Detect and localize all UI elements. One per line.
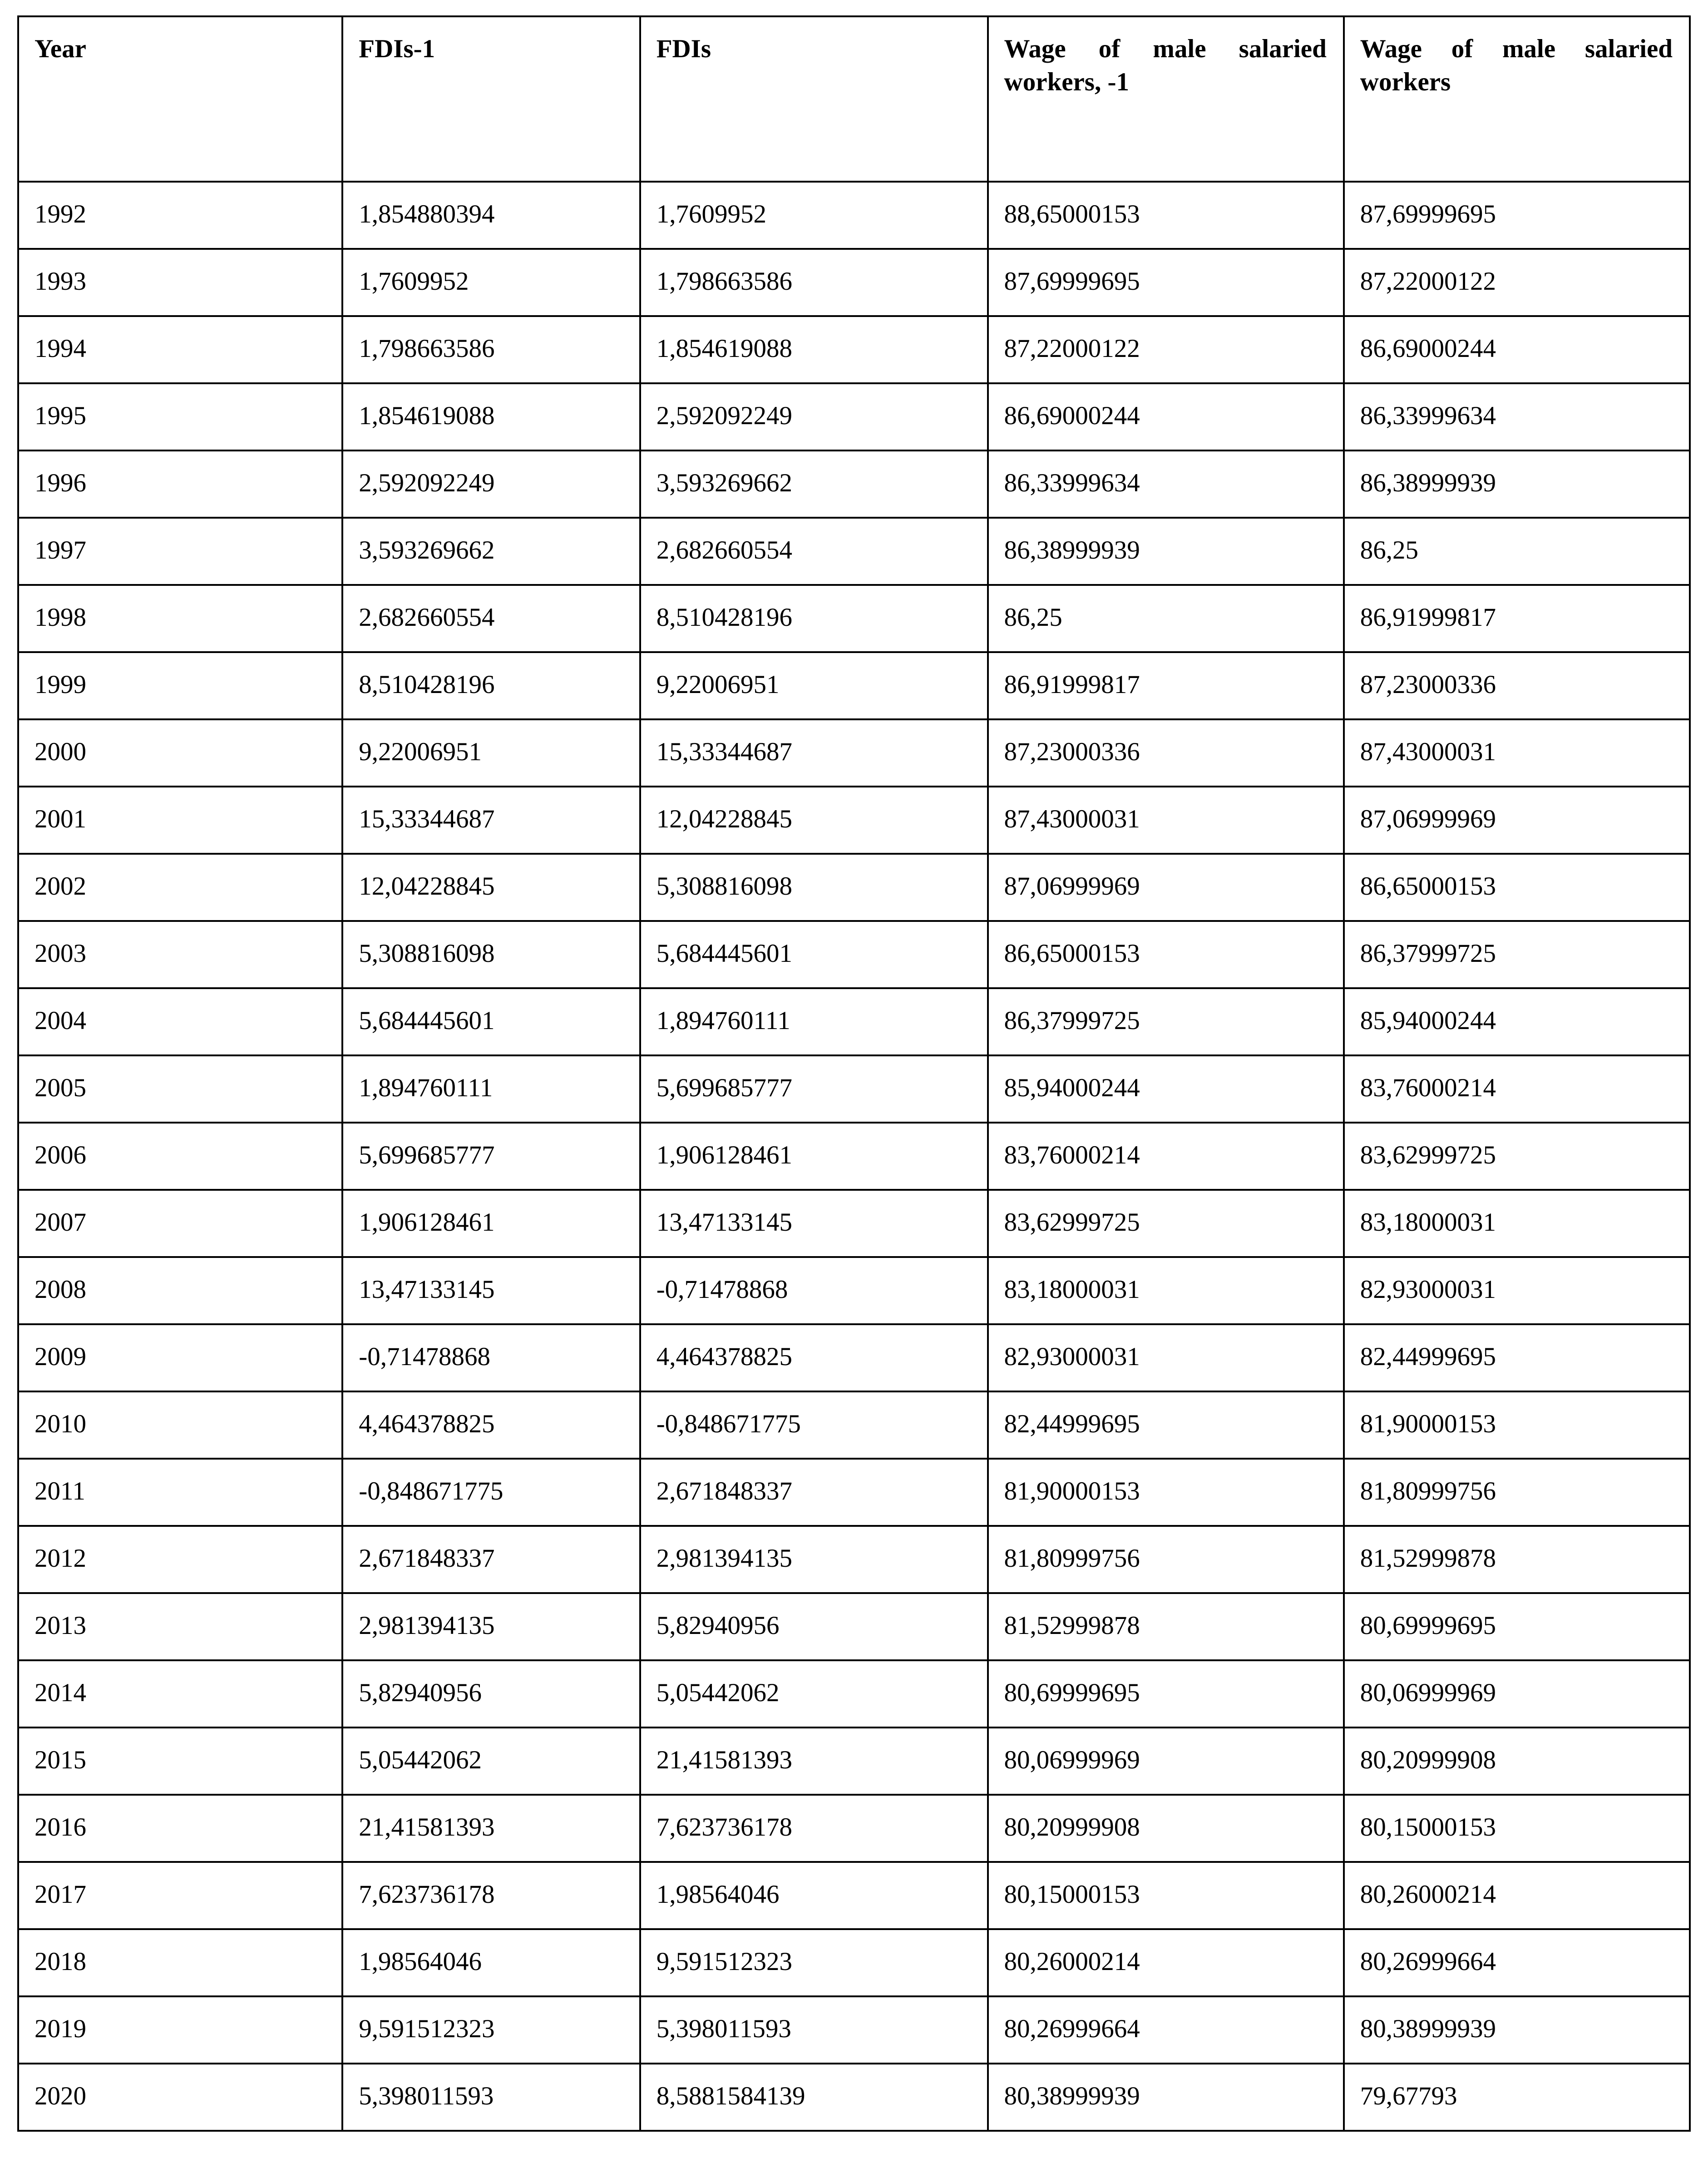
table-cell: 2000 <box>18 719 342 787</box>
table-cell: 1997 <box>18 518 342 585</box>
table-cell: 5,398011593 <box>640 1996 988 2064</box>
table-cell: 87,43000031 <box>988 787 1344 854</box>
table-cell: 83,62999725 <box>1344 1123 1690 1190</box>
table-cell: 1,98564046 <box>640 1862 988 1929</box>
table-cell: 5,684445601 <box>342 988 640 1055</box>
table-row <box>18 1190 1690 1257</box>
table-cell: 86,37999725 <box>988 988 1344 1055</box>
table-cell: 2009 <box>18 1324 342 1391</box>
table-row <box>18 518 1690 585</box>
table-cell: 4,464378825 <box>640 1324 988 1391</box>
table-cell: 1,894760111 <box>640 988 988 1055</box>
table-cell: 86,69000244 <box>1344 316 1690 383</box>
table-cell: 86,65000153 <box>988 921 1344 988</box>
table-cell: -0,848671775 <box>640 1391 988 1459</box>
table-row <box>18 1526 1690 1593</box>
table-cell: 86,37999725 <box>1344 921 1690 988</box>
column-header-fdis: FDIs <box>640 16 988 182</box>
table-cell: 1,798663586 <box>640 249 988 316</box>
table-row <box>18 2064 1690 2131</box>
table-cell: 80,69999695 <box>1344 1593 1690 1660</box>
table-row <box>18 1324 1690 1391</box>
table-cell: 80,26999664 <box>988 1996 1344 2064</box>
table-row <box>18 921 1690 988</box>
table-row <box>18 1996 1690 2064</box>
table-cell: 3,593269662 <box>342 518 640 585</box>
table-cell: 86,25 <box>988 585 1344 652</box>
table-row <box>18 854 1690 921</box>
table-cell: 5,82940956 <box>342 1660 640 1728</box>
table-cell: 2010 <box>18 1391 342 1459</box>
table-cell: 8,5881584139 <box>640 2064 988 2131</box>
table-cell: 80,06999969 <box>988 1728 1344 1795</box>
table-cell: 1995 <box>18 383 342 450</box>
table-cell: 9,22006951 <box>640 652 988 719</box>
table-cell: 5,398011593 <box>342 2064 640 2131</box>
table-row <box>18 1862 1690 1929</box>
table-cell: 1996 <box>18 450 342 518</box>
table-cell: 9,22006951 <box>342 719 640 787</box>
table-cell: 80,15000153 <box>1344 1795 1690 1862</box>
table-cell: 4,464378825 <box>342 1391 640 1459</box>
table-cell: 2,592092249 <box>640 383 988 450</box>
column-header-year: Year <box>18 16 342 182</box>
table-cell: 5,308816098 <box>640 854 988 921</box>
table-cell: 83,76000214 <box>1344 1055 1690 1123</box>
table-cell: 2,981394135 <box>342 1593 640 1660</box>
table-cell: 87,22000122 <box>1344 249 1690 316</box>
table-cell: 2014 <box>18 1660 342 1728</box>
table-cell: 2006 <box>18 1123 342 1190</box>
table-cell: 15,33344687 <box>640 719 988 787</box>
table-row <box>18 1593 1690 1660</box>
table-cell: 1992 <box>18 182 342 249</box>
table-cell: 2019 <box>18 1996 342 2064</box>
table-cell: 7,623736178 <box>342 1862 640 1929</box>
table-cell: 86,65000153 <box>1344 854 1690 921</box>
table-cell: 2005 <box>18 1055 342 1123</box>
table-cell: 2017 <box>18 1862 342 1929</box>
table-cell: 1998 <box>18 585 342 652</box>
table-cell: 86,91999817 <box>988 652 1344 719</box>
table-cell: 5,699685777 <box>342 1123 640 1190</box>
table-cell: 83,18000031 <box>1344 1190 1690 1257</box>
table-cell: 2015 <box>18 1728 342 1795</box>
table-cell: 83,76000214 <box>988 1123 1344 1190</box>
table-cell: 15,33344687 <box>342 787 640 854</box>
table-cell: 87,22000122 <box>988 316 1344 383</box>
table-cell: 1,894760111 <box>342 1055 640 1123</box>
table-cell: 1,7609952 <box>640 182 988 249</box>
table-row <box>18 988 1690 1055</box>
table-cell: 86,33999634 <box>1344 383 1690 450</box>
table-cell: 80,15000153 <box>988 1862 1344 1929</box>
table-cell: 1,7609952 <box>342 249 640 316</box>
table-cell: 85,94000244 <box>1344 988 1690 1055</box>
table-cell: 80,06999969 <box>1344 1660 1690 1728</box>
table-cell: 81,80999756 <box>988 1526 1344 1593</box>
table-cell: 2,682660554 <box>640 518 988 585</box>
table-row <box>18 787 1690 854</box>
table-cell: 86,69000244 <box>988 383 1344 450</box>
table-cell: 5,05442062 <box>640 1660 988 1728</box>
table-cell: 21,41581393 <box>342 1795 640 1862</box>
table-row <box>18 1391 1690 1459</box>
table-body <box>18 182 1690 2131</box>
header-row <box>18 16 1690 182</box>
table-row <box>18 585 1690 652</box>
table-cell: 1,906128461 <box>640 1123 988 1190</box>
table-cell: 83,62999725 <box>988 1190 1344 1257</box>
table-cell: 2011 <box>18 1459 342 1526</box>
table-cell: 81,52999878 <box>988 1593 1344 1660</box>
table-cell: 80,26999664 <box>1344 1929 1690 1996</box>
table-cell: 2,671848337 <box>640 1459 988 1526</box>
table-cell: 80,38999939 <box>1344 1996 1690 2064</box>
table-header <box>18 16 1690 182</box>
table-cell: 2,682660554 <box>342 585 640 652</box>
table-cell: 7,623736178 <box>640 1795 988 1862</box>
table-cell: 5,308816098 <box>342 921 640 988</box>
table-cell: 87,23000336 <box>1344 652 1690 719</box>
table-cell: 21,41581393 <box>640 1728 988 1795</box>
table-cell: -0,848671775 <box>342 1459 640 1526</box>
table-cell: 2002 <box>18 854 342 921</box>
table-cell: 87,06999969 <box>1344 787 1690 854</box>
table-cell: 13,47133145 <box>342 1257 640 1324</box>
table-cell: 86,33999634 <box>988 450 1344 518</box>
column-header-fdis-lag: FDIs-1 <box>342 16 640 182</box>
table-cell: 83,18000031 <box>988 1257 1344 1324</box>
table-cell: 8,510428196 <box>342 652 640 719</box>
table-cell: 82,93000031 <box>1344 1257 1690 1324</box>
table-cell: 2004 <box>18 988 342 1055</box>
table-cell: 1,854619088 <box>640 316 988 383</box>
table-cell: 2018 <box>18 1929 342 1996</box>
table-cell: 82,93000031 <box>988 1324 1344 1391</box>
table-row <box>18 1055 1690 1123</box>
column-header-wage-lag: Wage of male salaried workers, -1 <box>988 16 1344 182</box>
table-row <box>18 1728 1690 1795</box>
table-row <box>18 1459 1690 1526</box>
table-row <box>18 1929 1690 1996</box>
table-cell: 87,06999969 <box>988 854 1344 921</box>
table-cell: 80,20999908 <box>1344 1728 1690 1795</box>
table-cell: 80,26000214 <box>1344 1862 1690 1929</box>
table-cell: 2020 <box>18 2064 342 2131</box>
table-cell: 81,52999878 <box>1344 1526 1690 1593</box>
table-cell: 1,798663586 <box>342 316 640 383</box>
table-cell: 86,38999939 <box>988 518 1344 585</box>
table-cell: 2007 <box>18 1190 342 1257</box>
fdi-wage-table <box>17 15 1691 2132</box>
table-cell: 80,38999939 <box>988 2064 1344 2131</box>
table-cell: 80,69999695 <box>988 1660 1344 1728</box>
table-cell: 82,44999695 <box>1344 1324 1690 1391</box>
table-row <box>18 182 1690 249</box>
table-cell: 81,90000153 <box>988 1459 1344 1526</box>
table-cell: 2016 <box>18 1795 342 1862</box>
table-cell: 3,593269662 <box>640 450 988 518</box>
table-row <box>18 719 1690 787</box>
table-row <box>18 652 1690 719</box>
table-cell: 2003 <box>18 921 342 988</box>
table-cell: 2012 <box>18 1526 342 1593</box>
table-cell: 12,04228845 <box>640 787 988 854</box>
table-cell: 13,47133145 <box>640 1190 988 1257</box>
table-cell: 2013 <box>18 1593 342 1660</box>
table-cell: 1993 <box>18 249 342 316</box>
table-cell: 80,20999908 <box>988 1795 1344 1862</box>
table-cell: 5,684445601 <box>640 921 988 988</box>
table-row <box>18 1123 1690 1190</box>
table-row <box>18 1257 1690 1324</box>
table-cell: 81,90000153 <box>1344 1391 1690 1459</box>
table-cell: 82,44999695 <box>988 1391 1344 1459</box>
table-cell: 12,04228845 <box>342 854 640 921</box>
table-cell: 79,67793 <box>1344 2064 1690 2131</box>
table-row <box>18 249 1690 316</box>
table-cell: 87,69999695 <box>1344 182 1690 249</box>
table-cell: 2,981394135 <box>640 1526 988 1593</box>
table-cell: 86,38999939 <box>1344 450 1690 518</box>
table-row <box>18 450 1690 518</box>
table-cell: 1,98564046 <box>342 1929 640 1996</box>
column-header-wage: Wage of male salaried workers <box>1344 16 1690 182</box>
table-cell: 5,82940956 <box>640 1593 988 1660</box>
table-cell: 1,906128461 <box>342 1190 640 1257</box>
table-cell: 1,854619088 <box>342 383 640 450</box>
table-row <box>18 316 1690 383</box>
table-cell: 87,23000336 <box>988 719 1344 787</box>
table-cell: 2001 <box>18 787 342 854</box>
table-row <box>18 1795 1690 1862</box>
table-cell: 5,699685777 <box>640 1055 988 1123</box>
table-cell: 87,69999695 <box>988 249 1344 316</box>
table-cell: 1994 <box>18 316 342 383</box>
table-cell: 2,592092249 <box>342 450 640 518</box>
table-cell: -0,71478868 <box>640 1257 988 1324</box>
table-cell: 8,510428196 <box>640 585 988 652</box>
table-cell: 87,43000031 <box>1344 719 1690 787</box>
table-cell: -0,71478868 <box>342 1324 640 1391</box>
table-cell: 88,65000153 <box>988 182 1344 249</box>
table-cell: 1,854880394 <box>342 182 640 249</box>
table-cell: 9,591512323 <box>342 1996 640 2064</box>
table-cell: 85,94000244 <box>988 1055 1344 1123</box>
table-cell: 2,671848337 <box>342 1526 640 1593</box>
table-cell: 9,591512323 <box>640 1929 988 1996</box>
table-cell: 86,25 <box>1344 518 1690 585</box>
table-cell: 81,80999756 <box>1344 1459 1690 1526</box>
table-cell: 5,05442062 <box>342 1728 640 1795</box>
table-cell: 2008 <box>18 1257 342 1324</box>
table-row <box>18 383 1690 450</box>
table-cell: 80,26000214 <box>988 1929 1344 1996</box>
table-cell: 1999 <box>18 652 342 719</box>
table-cell: 86,91999817 <box>1344 585 1690 652</box>
table-row <box>18 1660 1690 1728</box>
